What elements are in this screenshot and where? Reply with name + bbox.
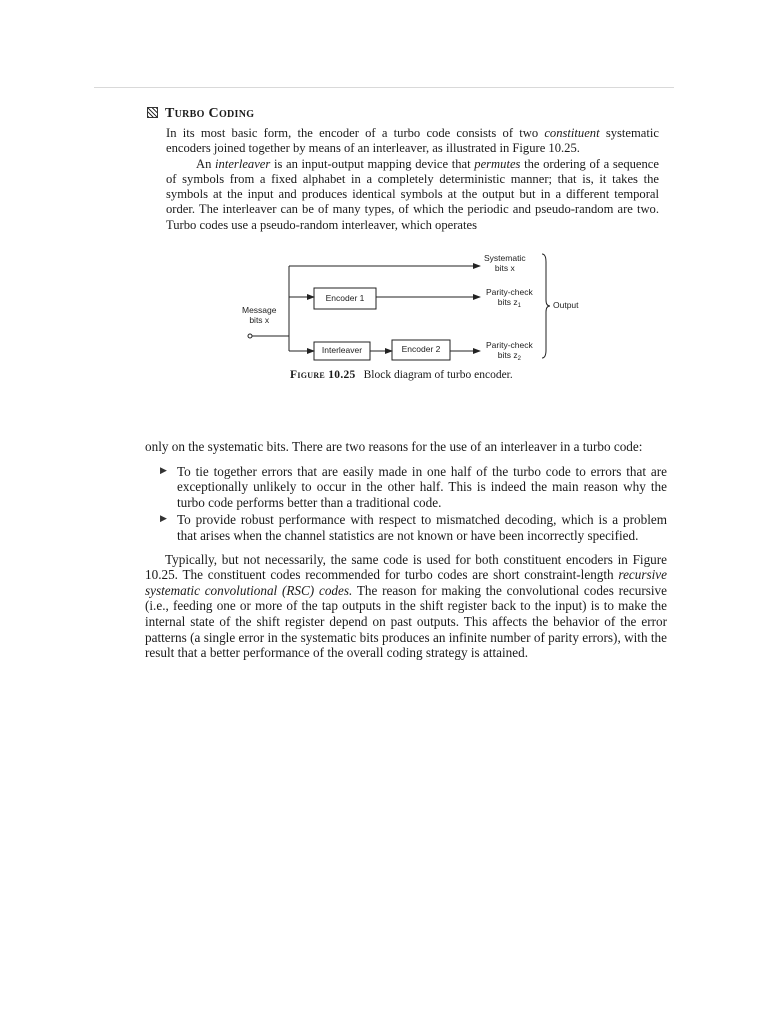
turbo-encoder-diagram xyxy=(230,248,600,388)
parity-check-2-label: Parity-check bits $z_2$ xyxy=(486,340,533,362)
triangle-bullet-icon: ▶ xyxy=(160,514,167,525)
message-bits-label: Message bits x xyxy=(242,305,277,325)
section-marker-icon xyxy=(147,107,158,118)
interleaver-block: Interleaver xyxy=(321,345,363,355)
list-item: ▶ To provide robust performance with respect to mismatched decoding, which is a problem that arises when the channel statistics are not known or have been incorrectly specified. xyxy=(160,512,667,543)
figure-caption-text: Block diagram of turbo encoder. xyxy=(363,369,513,381)
systematic-bits-label: Systematic bits x xyxy=(484,253,526,273)
section-heading xyxy=(147,106,254,122)
section-title: Turbo Coding xyxy=(165,106,255,121)
intro-paragraph-1: In its most basic form, the encoder of a turbo code consists of two constituent systematic encoders joined together by means of an interleaver, as illustrated in Figure 10.25. xyxy=(166,126,659,156)
reasons-list xyxy=(145,464,667,544)
intro-text xyxy=(166,126,659,233)
intro-paragraph-2: An interleaver is an input-output mapping device that permutes the ordering of a sequence of symbols from a fixed alphabet in a completely deterministic manner; that is, it takes the symbols at the input and produces identical symbols at the output but in a different temporal order. The interleaver can be of many types, of which the periodic and pseudo-random are two. Turbo codes use a pseudo-random interleaver, which operates xyxy=(166,156,659,232)
output-label: Output xyxy=(553,300,579,310)
diagram-lines xyxy=(230,248,600,388)
top-rule xyxy=(94,87,674,88)
encoder-1-block: Encoder 1 xyxy=(325,293,365,303)
list-item: ▶ To tie together errors that are easily made in one half of the turbo code to errors that are exceptionally unlikely to occur in the other half. This is indeed the main reason why the turbo code performs better than a traditional code. xyxy=(160,463,667,510)
encoder-2-block: Encoder 2 xyxy=(401,344,441,354)
triangle-bullet-icon: ▶ xyxy=(160,465,167,476)
final-paragraph: Typically, but not necessarily, the same code is used for both constituent encoders in Figure 10.25. The constituent codes recommended for turbo codes are short constraint-length recursive systematic convolutional (RSC) codes. The reason for making the convolutional codes recursive (i.e., feeding one or more of the tap outputs in the shift register back to the input) is to make the internal state of the shift register depend on past outputs. This affects the behavior of the error patterns (a single error in the systematic bits produces an infinite number of parity errors), with the result that a better performance of the overall coding strategy is attained. xyxy=(145,551,667,661)
figure-number: Figure 10.25 xyxy=(290,369,356,381)
body-text xyxy=(145,439,667,661)
parity-check-1-label: Parity-check bits $z_1$ xyxy=(486,287,533,309)
figure-caption xyxy=(290,369,513,381)
continuation-paragraph: only on the systematic bits. There are two reasons for the use of an interleaver in a turbo code: xyxy=(145,439,643,454)
